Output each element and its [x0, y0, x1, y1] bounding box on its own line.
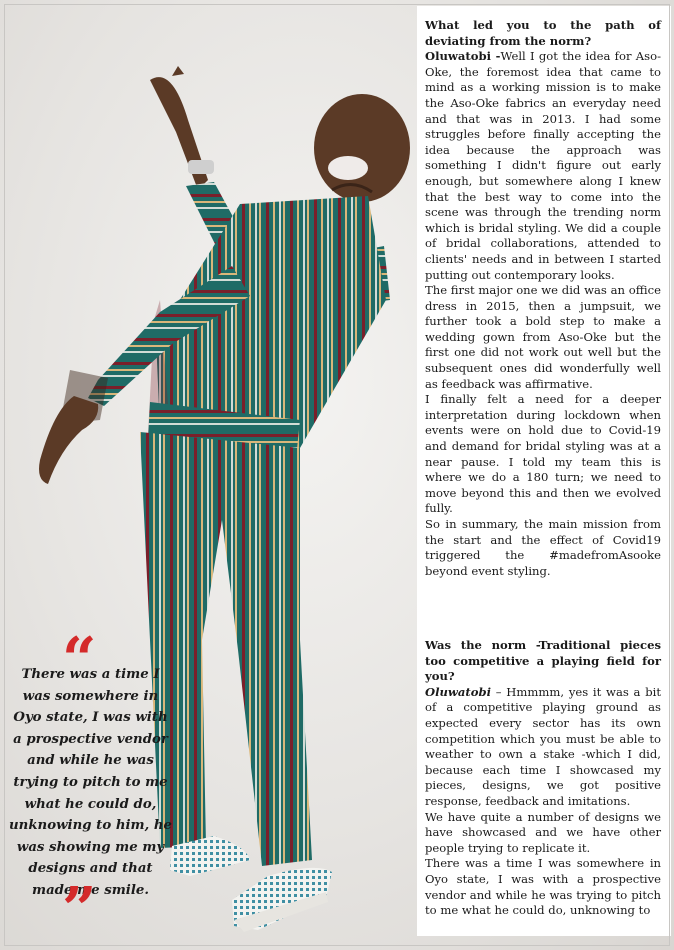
article-column: [417, 6, 671, 936]
question-heading: Was the norm -Traditional pieces too competitive a playing field for you?: [425, 638, 661, 684]
answer-name: Oluwatobi -: [425, 49, 501, 64]
answer-paragraph: [425, 685, 661, 810]
section-1: [425, 18, 661, 579]
question-heading: What led you to the path of deviating from the norm?: [425, 18, 661, 48]
section-2: [425, 638, 661, 919]
paragraph: There was a time I was somewhere in Oyo state, I was with a prospective vendor and while he was trying to pitch to me what he could do, unknowing to: [425, 856, 661, 918]
answer-name: Oluwatobi: [425, 684, 492, 699]
answer-paragraph: [425, 49, 661, 283]
answer-text: Well I got the idea for Aso-Oke, the foremost idea that came to mind as a working mission is to make the Aso-Oke fabrics an everyday need and that was in 2013. I had some struggles before finally accepting the idea because the approach was something I didn't figure out early enough, but somewhere along I knew that the best way to come into the scene was through the trending norm which is bridal styling. We did a couple of bridal collaborations, attended to clients' needs and in between I started putting out contemporary looks.: [425, 49, 661, 282]
quote-close-mark: ”: [62, 875, 97, 945]
paragraph: So in summary, the main mission from the start and the effect of Covid19 triggered the #madefromAsooke beyond event styling.: [425, 517, 661, 578]
paragraph: The first major one we did was an office dress in 2015, then a jumpsuit, we further took a bold step to make a wedding gown from Aso-Oke but the first one did not work out well but the subsequent ones did wonderfully well as feedback was affirmative.: [425, 283, 661, 391]
paragraph: We have quite a number of designs we have showcased and we have other people trying to replicate it.: [425, 809, 661, 855]
quote-open-mark: “: [62, 625, 97, 695]
pull-quote: There was a time I was somewhere in Oyo state, I was with a prospective vendor and while he was trying to pitch to me what he could do, unknowing to him, he was showing me my designs and that made me smile.: [9, 667, 172, 898]
paragraph: I finally felt a need for a deeper interpretation during lockdown when events were on hold due to Covid-19 and demand for bridal styling was at a near pause. I told my team this is where we do a 180 turn; we need to move beyond this and then we evolved fully.: [425, 392, 661, 516]
answer-text: – Hmmmm, yes it was a bit of a competitive playing ground as expected every sector has its own competition which you must be able to weather to own a stake -which I did, because each time I showcased my pieces, designs, we got positive response, feedback and imitations.: [425, 684, 661, 808]
